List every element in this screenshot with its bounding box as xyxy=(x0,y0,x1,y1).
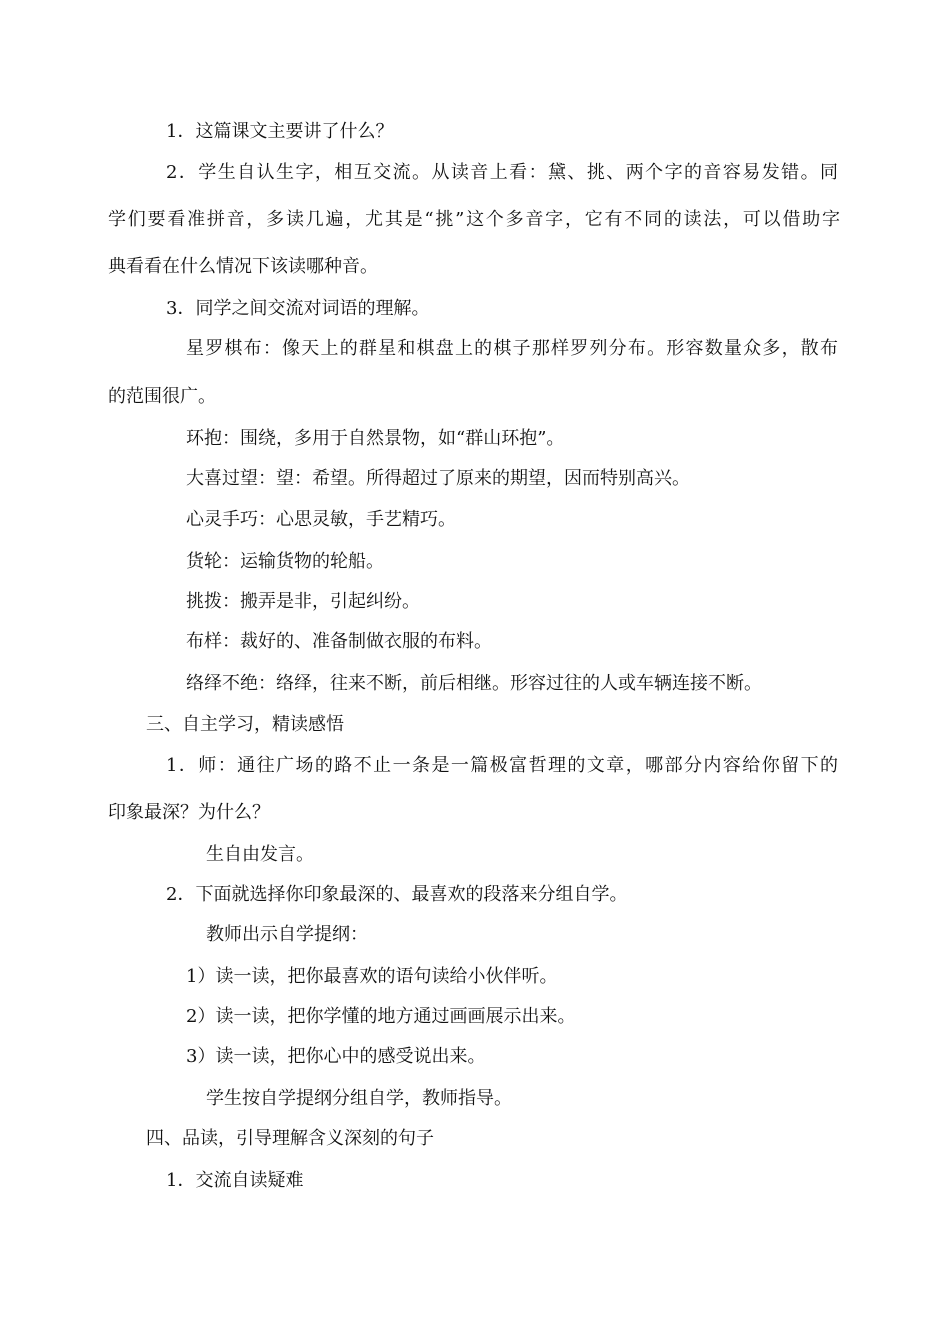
item-2-line-1: 2．学生自认生字，相互交流。从读音上看：黛、挑、两个字的音容易发错。同 xyxy=(166,162,838,183)
section-4-item-1: 1．交流自读疑难 xyxy=(166,1170,304,1191)
definition-xingluoqibu-line-1: 星罗棋布：像天上的群星和棋盘上的棋子那样罗列分布。形容数量众多，散布 xyxy=(186,338,838,359)
outline-item-2: 2）读一读，把你学懂的地方通过画画展示出来。 xyxy=(186,1006,576,1027)
definition-luoyibujue: 络绎不绝：络绎，往来不断，前后相继。形容过往的人或车辆连接不断。 xyxy=(186,673,762,694)
section-3-heading: 三、自主学习，精读感悟 xyxy=(146,714,344,735)
item-2-line-3: 典看看在什么情况下该读哪种音。 xyxy=(108,256,378,277)
definition-huanbao: 环抱：围绕，多用于自然景物，如“群山环抱”。 xyxy=(186,428,565,449)
definition-daxiguowang: 大喜过望：望：希望。所得超过了原来的期望，因而特别高兴。 xyxy=(186,468,690,489)
definition-huolun: 货轮：运输货物的轮船。 xyxy=(186,551,384,572)
question-1: 1．这篇课文主要讲了什么？ xyxy=(166,121,394,142)
outline-item-1: 1）读一读，把你最喜欢的语句读给小伙伴听。 xyxy=(186,966,558,987)
definition-xinlingshouqiao: 心灵手巧：心思灵敏，手艺精巧。 xyxy=(186,509,456,530)
section-4-heading: 四、品读，引导理解含义深刻的句子 xyxy=(146,1128,434,1149)
group-study-note: 学生按自学提纲分组自学，教师指导。 xyxy=(206,1088,512,1109)
item-2-line-2: 学们要看准拼音，多读几遍，尤其是“挑”这个多音字，它有不同的读法，可以借助字 xyxy=(108,209,840,230)
definition-buyang: 布样：裁好的、准备制做衣服的布料。 xyxy=(186,631,492,652)
section-3-item-1-line-2: 印象最深？为什么？ xyxy=(108,802,270,823)
section-3-item-1-line-1: 1．师：通往广场的路不止一条是一篇极富哲理的文章，哪部分内容给你留下的 xyxy=(166,755,838,776)
teacher-outline-label: 教师出示自学提纲： xyxy=(206,924,368,945)
student-free-speech: 生自由发言。 xyxy=(206,844,314,865)
definition-xingluoqibu-line-2: 的范围很广。 xyxy=(108,386,216,407)
outline-item-3: 3）读一读，把你心中的感受说出来。 xyxy=(186,1046,486,1067)
section-3-item-2: 2．下面就选择你印象最深的、最喜欢的段落来分组自学。 xyxy=(166,884,628,905)
definition-tiaobo: 挑拨：搬弄是非，引起纠纷。 xyxy=(186,591,420,612)
item-3: 3．同学之间交流对词语的理解。 xyxy=(166,298,430,319)
